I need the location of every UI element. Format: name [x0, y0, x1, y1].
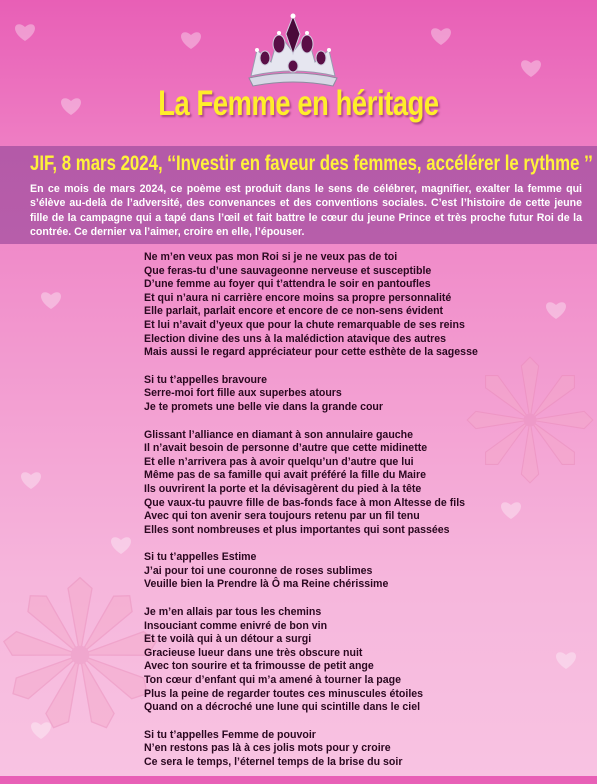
- poem-line: Elle parlait, parlait encore et encore de ce non-sens évident: [144, 305, 444, 318]
- poem-line: Elles sont nombreuses et plus importantes qui sont passées: [144, 523, 450, 536]
- stanza: [144, 374, 564, 415]
- page-title: La Femme en héritage: [158, 84, 439, 123]
- intro-paragraph: En ce mois de mars 2024, ce poème est produit dans le sens de célébrer, magnifier, exalter la femme qui s’élève au-delà de l’adversité, des convenances et des conventions sociales. C’est l’histoire de cette jeune fille de la campagne qui a tapé dans l’œil et fait battre le cœur du jeune Prince et très proche futur Roi de la contrée. Ce dernier va l’aimer, croire en elle, l’épouser.: [30, 183, 582, 238]
- subtitle: JIF, 8 mars 2024, ‘‘Investir en faveur des femmes, accélérer le rythme ’’: [30, 152, 593, 175]
- poem-line: Ne m’en veux pas mon Roi si je ne veux pas de toi: [144, 251, 398, 263]
- heart-icon: [40, 290, 62, 310]
- poem-line: D’une femme au foyer qui t’attendra le soir en pantoufles: [144, 278, 431, 291]
- heart-icon: [520, 58, 542, 78]
- heart-icon: [14, 22, 36, 42]
- heart-icon: [180, 30, 202, 50]
- poem-line: J’ai pour toi une couronne de roses sublimes: [144, 564, 373, 577]
- stanza: [144, 251, 564, 360]
- poem-line: Serre-moi fort fille aux superbes atours: [144, 387, 342, 400]
- poem-line: Avec qui ton avenir sera toujours retenu par un fil tenu: [144, 510, 420, 523]
- poem-line: Si tu t’appelles Femme de pouvoir: [144, 728, 316, 741]
- poinsettia-icon: [0, 575, 160, 735]
- poem-line: Que feras-tu d’une sauvageonne nerveuse et susceptible: [144, 264, 432, 277]
- poem-line: Je te promets une belle vie dans la grande cour: [144, 400, 384, 413]
- poem-line: Si tu t’appelles bravoure: [144, 373, 268, 386]
- stanza: [144, 429, 564, 538]
- poem-line: Ce sera le temps, l’éternel temps de la brise du soir: [144, 756, 403, 768]
- stanza: [144, 729, 564, 770]
- poem-line: Ton cœur d’enfant qui m’a amené à tourner la page: [144, 674, 402, 687]
- poem-line: Election divine des uns à la malédiction atavique des autres: [144, 332, 447, 345]
- poem-line: Si tu t’appelles Estime: [144, 551, 257, 564]
- poem-line: Glissant l’alliance en diamant à son annulaire gauche: [144, 428, 414, 441]
- poem-line: Veuille bien la Prendre là Ô ma Reine chérissime: [144, 578, 389, 591]
- crown-icon: [243, 12, 343, 90]
- poem-line: Mais aussi le regard appréciateur pour cette esthète de la sagesse: [144, 346, 478, 359]
- poem-line: Et elle n’arrivera pas à avoir quelqu’un d’autre que lui: [144, 455, 414, 468]
- poem-line: Gracieuse lueur dans une très obscure nuit: [144, 646, 363, 659]
- poem-line: Je m’en allais par tous les chemins: [144, 606, 322, 619]
- poem-line: Que vaux-tu pauvre fille de bas-fonds face à mon Altesse de fils: [144, 496, 466, 509]
- poem-line: Insouciant comme enivré de bon vin: [144, 619, 328, 632]
- poem-line: Avec ton sourire et ta frimousse de petit ange: [144, 660, 374, 673]
- poem-line: Ils ouvrirent la porte et la dévisagèrent du pied à la tête: [144, 482, 422, 495]
- poem-line: Et lui n’avait d’yeux que pour la chute remarquable de ses reins: [144, 318, 465, 331]
- stanza: [144, 551, 564, 592]
- heart-icon: [110, 535, 132, 555]
- poem-line: N’en restons pas là à ces jolis mots pour y croire: [144, 742, 391, 755]
- poem-line: Même pas de sa famille qui avait préféré la fille du Maire: [144, 469, 427, 482]
- poem-line: Quand on a décroché une lune qui scintille dans le ciel: [144, 701, 421, 714]
- poem-line: Plus la peine de regarder toutes ces minuscules étoiles: [144, 687, 424, 700]
- poem: [144, 251, 564, 784]
- poem-line: Et te voilà qui à un détour a surgi: [144, 633, 312, 646]
- heart-icon: [20, 470, 42, 490]
- poem-line: Et qui n’aura ni carrière encore moins sa propre personnalité: [144, 291, 452, 304]
- stanza: [144, 606, 564, 715]
- poem-line: Il n’avait besoin de personne d’autre que cette midinette: [144, 442, 428, 455]
- heart-icon: [430, 26, 452, 46]
